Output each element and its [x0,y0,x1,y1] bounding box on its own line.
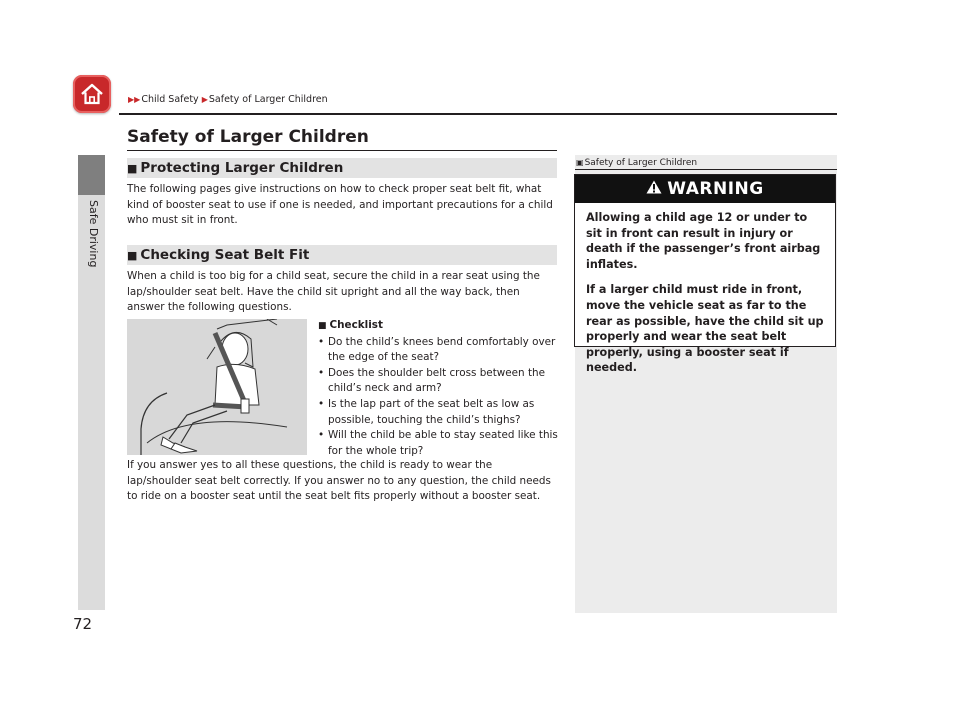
warning-body [575,203,835,376]
bullet-icon: • [318,366,325,379]
section-heading-text: Checking Seat Belt Fit [140,247,310,263]
section-heading-text: Protecting Larger Children [140,160,344,176]
checklist-items [318,335,563,460]
intro-paragraph: The following pages give instructions on how to check proper seat belt fit, what kind of booster seat to use if one is needed, and important precautions for a child who must sit in front. [127,183,553,227]
triangle-right-icon: ▶ [201,95,208,104]
section-heading-protecting [127,158,557,178]
sidebar-tab-marker [78,155,105,195]
header-rule [119,113,837,115]
list-item-text: Does the shoulder belt cross between the child’s neck and arm? [328,366,545,395]
triangle-right-icon: ▶▶ [128,95,141,104]
warning-header [575,175,835,203]
bullet-icon: • [318,397,325,410]
list-item-text: Is the lap part of the seat belt as low as possible, touching the child’s thighs? [328,397,535,426]
breadcrumb [128,94,328,105]
square-bullet-icon: ■ [318,321,327,331]
conclusion-paragraph: If you answer yes to all these questions, the child is ready to wear the lap/shoulder seat belt correctly. If you answer no to any question, the child needs to ride on a booster seat until the seat belt fits properly without a booster seat. [127,459,551,503]
warning-label: WARNING [667,179,764,199]
child-seat-belt-illustration [127,319,307,455]
side-panel-title-text[interactable]: Safety of Larger Children [584,158,698,168]
page-title: Safety of Larger Children [127,127,369,147]
checklist-title [318,318,563,335]
breadcrumb-item[interactable]: Safety of Larger Children [208,94,328,105]
section-heading-seat-belt-fit [127,245,557,265]
square-bullet-icon: ■ [127,162,138,175]
side-panel-rule [575,169,837,170]
warning-paragraph: If a larger child must ride in front, move the vehicle seat as far to the rear as possible, have the child sit up properly and wear the seat belt properly, using a booster seat if needed. [586,283,824,375]
list-item-text: Do the child’s knees bend comfortably over the edge of the seat? [328,335,556,364]
list-item [318,366,563,397]
page-number: 72 [73,615,93,633]
sidebar-label: Safe Driving [87,200,100,268]
list-item [318,428,563,459]
list-item [318,397,563,428]
breadcrumb-item[interactable]: Child Safety [141,94,199,105]
warning-box [574,174,836,375]
home-button[interactable] [73,75,111,113]
bullet-icon: • [318,429,325,442]
side-panel-title [576,158,697,168]
home-icon [79,82,105,106]
bullet-icon: • [318,335,325,348]
note-icon: ▣ [576,158,584,167]
checklist [318,318,563,459]
warning-triangle-icon [646,179,662,199]
list-item-text: Will the child be able to stay seated like this for the whole trip? [328,429,558,457]
title-rule [127,150,557,151]
checklist-title-text: Checklist [329,319,383,331]
fit-paragraph: When a child is too big for a child seat, secure the child in a rear seat using the lap/shoulder seat belt. Have the child sit upright and all the way back, then answer the following questions. [127,270,540,314]
square-bullet-icon: ■ [127,249,138,262]
warning-paragraph: Allowing a child age 12 or under to sit in front can result in injury or death if the passenger’s front airbag inflates. [586,211,821,271]
list-item [318,335,563,366]
